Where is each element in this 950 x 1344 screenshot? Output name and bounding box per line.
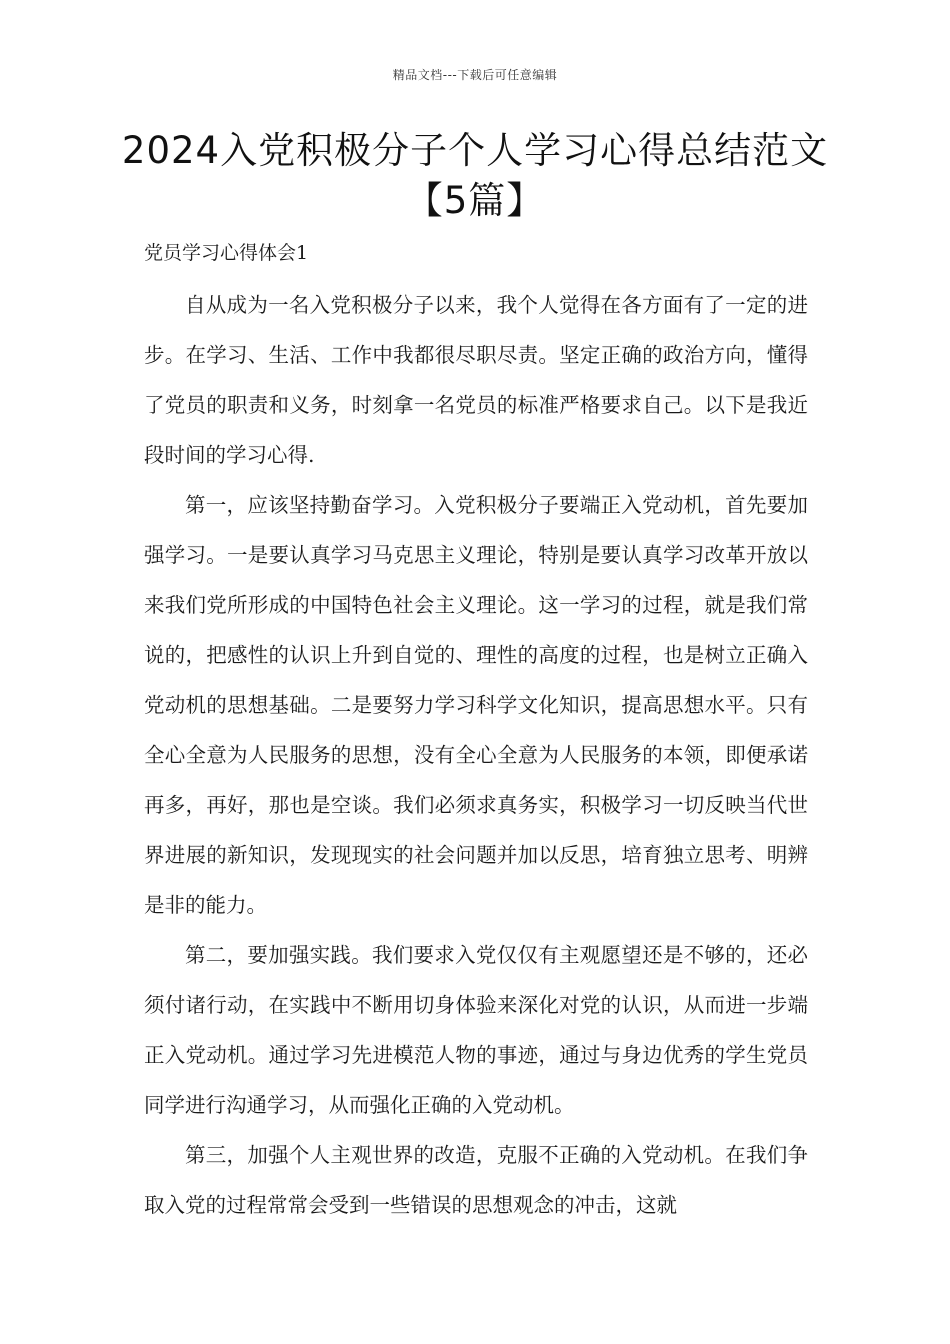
document-title: 2024入党积极分子个人学习心得总结范文【5篇】 bbox=[121, 129, 829, 222]
paragraph-intro: 自从成为一名入党积极分子以来，我个人觉得在各方面有了一定的进步。在学习、生活、工作中我都很尽职尽责。坚定正确的政治方向，懂得了党员的职责和义务，时刻拿一名党员的标准严格要求自己。以下是我近段时间的学习心得. bbox=[144, 293, 808, 467]
section-subtitle: 党员学习心得体会1 bbox=[144, 242, 309, 264]
paragraph-first-point: 第一，应该坚持勤奋学习。入党积极分子要端正入党动机，首先要加强学习。一是要认真学习马克思主义理论，特别是要认真学习改革开放以来我们党所形成的中国特色社会主义理论。这一学习的过程，就是我们常说的，把感性的认识上升到自觉的、理性的高度的过程，也是树立正确入党动机的思想基础。二是要努力学习科学文化知识，提高思想水平。只有全心全意为人民服务的思想，没有全心全意为人民服务的本领，即便承诺再多，再好，那也是空谈。我们必须求真务实，积极学习一切反映当代世界进展的新知识，发现现实的社会问题并加以反思，培育独立思考、明辨是非的能力。 bbox=[144, 493, 808, 917]
document-body bbox=[144, 280, 808, 1230]
paragraph-second-point: 第二，要加强实践。我们要求入党仅仅有主观愿望还是不够的，还必须付诸行动，在实践中不断用切身体验来深化对党的认识，从而进一步端正入党动机。通过学习先进模范人物的事迹，通过与身边优秀的学生党员同学进行沟通学习，从而强化正确的入党动机。 bbox=[144, 943, 808, 1117]
header-note: 精品文档---下载后可任意编辑 bbox=[392, 68, 558, 82]
paragraph-third-point: 第三，加强个人主观世界的改造，克服不正确的入党动机。在我们争取入党的过程常常会受到一些错误的思想观念的冲击，这就 bbox=[144, 1143, 808, 1217]
